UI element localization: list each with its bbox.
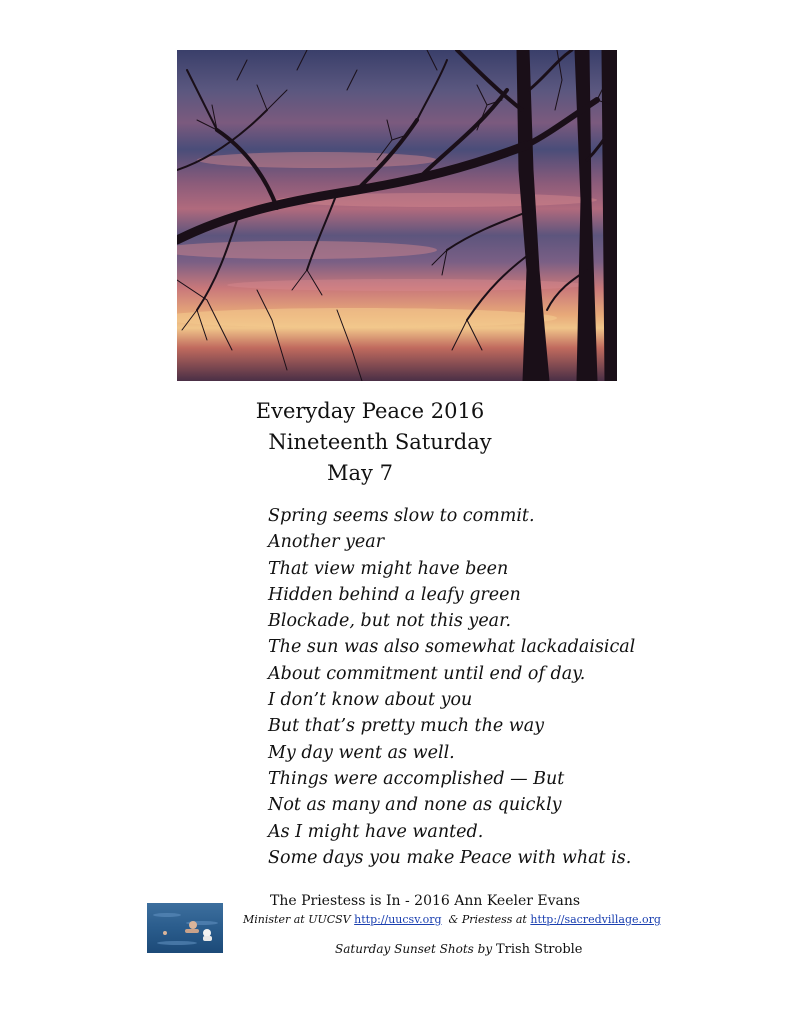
heading bbox=[200, 396, 560, 489]
heading-title: Everyday Peace 2016 bbox=[255, 399, 485, 423]
poem-line: Another year bbox=[268, 532, 385, 553]
tree-silhouette-icon bbox=[177, 50, 617, 381]
uucsv-link[interactable]: http://uucsv.org bbox=[354, 913, 442, 926]
credit-label: Saturday Sunset Shots by bbox=[335, 942, 493, 956]
poem-line: Some days you make Peace with what is. bbox=[268, 847, 632, 868]
sacred-village-link[interactable]: http://sacredvillage.org bbox=[530, 913, 661, 926]
sunset-photo bbox=[177, 50, 617, 381]
minister-label: Minister at UUCSV bbox=[243, 913, 351, 926]
poem-line: My day went as well. bbox=[268, 742, 455, 763]
poem bbox=[268, 503, 668, 871]
heading-date: May 7 bbox=[327, 461, 393, 485]
credit-name: Trish Stroble bbox=[495, 942, 583, 957]
poem-line: That view might have been bbox=[268, 558, 509, 579]
footer-title: The Priestess is In - 2016 Ann Keeler Evans bbox=[270, 893, 581, 909]
poem-line: Hidden behind a leafy green bbox=[268, 584, 521, 605]
swimmer-thumbnail bbox=[147, 903, 223, 953]
poem-line: Not as many and none as quickly bbox=[268, 795, 562, 816]
poem-line: Blockade, but not this year. bbox=[268, 611, 512, 632]
poem-line: The sun was also somewhat lackadaisical bbox=[268, 637, 636, 658]
heading-subtitle: Nineteenth Saturday bbox=[268, 430, 492, 454]
photo-credit bbox=[335, 942, 583, 957]
poem-line: As I might have wanted. bbox=[268, 821, 484, 842]
poem-line: I don’t know about you bbox=[268, 690, 473, 711]
poem-line: But that’s pretty much the way bbox=[268, 716, 545, 737]
poem-line: Spring seems slow to commit. bbox=[268, 506, 535, 526]
priestess-label: & Priestess at bbox=[448, 913, 527, 926]
poem-line: Things were accomplished — But bbox=[268, 768, 565, 789]
footer-affiliations bbox=[243, 913, 661, 926]
poem-line: About commitment until end of day. bbox=[268, 663, 586, 684]
swimmers-icon bbox=[147, 903, 223, 953]
